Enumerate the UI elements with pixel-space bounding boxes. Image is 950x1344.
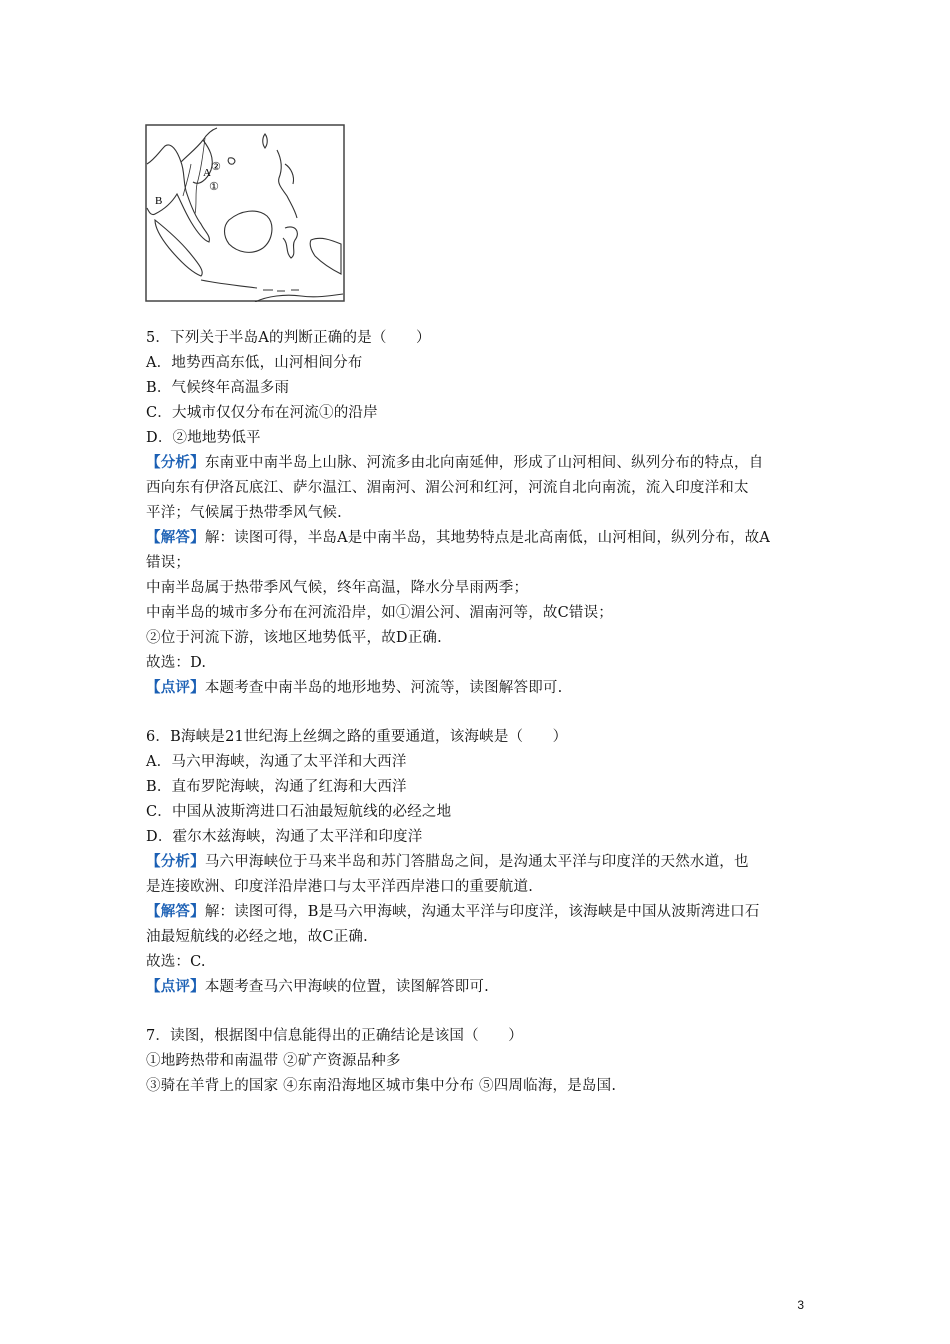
q6-option-c: C．中国从波斯湾进口石油最短航线的必经之地	[146, 804, 452, 820]
q6-answer-line-2: 油最短航线的必经之地，故C正确.	[146, 929, 368, 945]
page-number: 3	[797, 1298, 804, 1312]
map-label-2: ②	[211, 160, 221, 173]
q6-analysis-line-2: 是连接欧洲、印度洋沿岸港口与太平洋西岸港口的重要航道.	[146, 879, 534, 895]
q5-answer-line-5: ②位于河流下游，该地区地势低平，故D正确.	[146, 630, 442, 646]
southeast-asia-map	[145, 124, 345, 302]
q6-answer-line-1	[146, 900, 760, 921]
q5-analysis-text-1: 东南亚中南半岛上山脉、河流多由北向南延伸，形成了山河相间、纵列分布的特点，自	[204, 455, 764, 471]
q5-answer-line-4: 中南半岛的城市多分布在河流沿岸，如①湄公河、湄南河等，故C错误；	[146, 605, 613, 621]
q5-answer-line-3: 中南半岛属于热带季风气候，终年高温，降水分旱雨两季；	[146, 580, 529, 596]
q6-analysis-line-1	[146, 850, 749, 871]
q5-answer-line-1	[146, 526, 770, 547]
q6-answer-line-3: 故选：C.	[146, 954, 206, 970]
analysis-tag: 【分析】	[146, 853, 205, 870]
q5-analysis-line-3: 平洋；气候属于热带季风气候.	[146, 505, 342, 521]
q5-option-b: B．气候终年高温多雨	[146, 380, 290, 396]
q7-statements-line-1: ①地跨热带和南温带 ②矿产资源品种多	[146, 1053, 401, 1069]
comment-tag: 【点评】	[146, 679, 205, 696]
q6-comment-line	[146, 975, 489, 996]
q5-analysis-line-2: 西向东有伊洛瓦底江、萨尔温江、湄南河、湄公河和红河，河流自北向南流，流入印度洋和太	[146, 480, 749, 496]
q6-answer-text-1: 解：读图可得，B是马六甲海峡，沟通太平洋与印度洋，该海峡是中国从波斯湾进口石	[204, 904, 760, 920]
q5-option-d: D．②地地势低平	[146, 430, 261, 446]
q5-comment-text: 本题考查中南半岛的地形地势、河流等，读图解答即可.	[204, 680, 563, 696]
q7-statements-line-2: ③骑在羊背上的国家 ④东南沿海地区城市集中分布 ⑤四周临海，是岛国.	[146, 1078, 617, 1094]
map-label-b: B	[155, 195, 163, 207]
q5-option-c: C．大城市仅仅分布在河流①的沿岸	[146, 405, 378, 421]
q5-comment-line	[146, 676, 562, 697]
answer-tag: 【解答】	[146, 903, 205, 920]
q6-option-d: D．霍尔木兹海峡，沟通了太平洋和印度洋	[146, 829, 423, 845]
analysis-tag: 【分析】	[146, 454, 205, 471]
comment-tag: 【点评】	[146, 978, 205, 995]
q6-question: 6．B海峡是21世纪海上丝绸之路的重要通道，该海峡是（ ）	[146, 729, 568, 745]
answer-tag: 【解答】	[146, 529, 205, 546]
q5-analysis-line-1	[146, 451, 763, 472]
q5-answer-line-2: 错误；	[146, 555, 191, 571]
map-label-1: ①	[209, 180, 219, 193]
q6-analysis-text-1: 马六甲海峡位于马来半岛和苏门答腊岛之间，是沟通太平洋与印度洋的天然水道，也	[204, 854, 749, 870]
q5-answer-text-1: 解：读图可得，半岛A是中南半岛，其地势特点是北高南低，山河相间，纵列分布，故A	[204, 530, 771, 546]
map-label-a: A	[203, 167, 211, 179]
q6-comment-text: 本题考查马六甲海峡的位置，读图解答即可.	[204, 979, 489, 995]
q5-option-a: A．地势西高东低，山河相间分布	[146, 355, 363, 371]
q5-question: 5．下列关于半岛A的判断正确的是（ ）	[146, 330, 431, 346]
q6-option-b: B．直布罗陀海峡，沟通了红海和大西洋	[146, 779, 407, 795]
q7-question: 7．读图，根据图中信息能得出的正确结论是该国（ ）	[146, 1028, 523, 1044]
q5-answer-line-6: 故选：D.	[146, 655, 207, 671]
q6-option-a: A．马六甲海峡，沟通了太平洋和大西洋	[146, 754, 407, 770]
